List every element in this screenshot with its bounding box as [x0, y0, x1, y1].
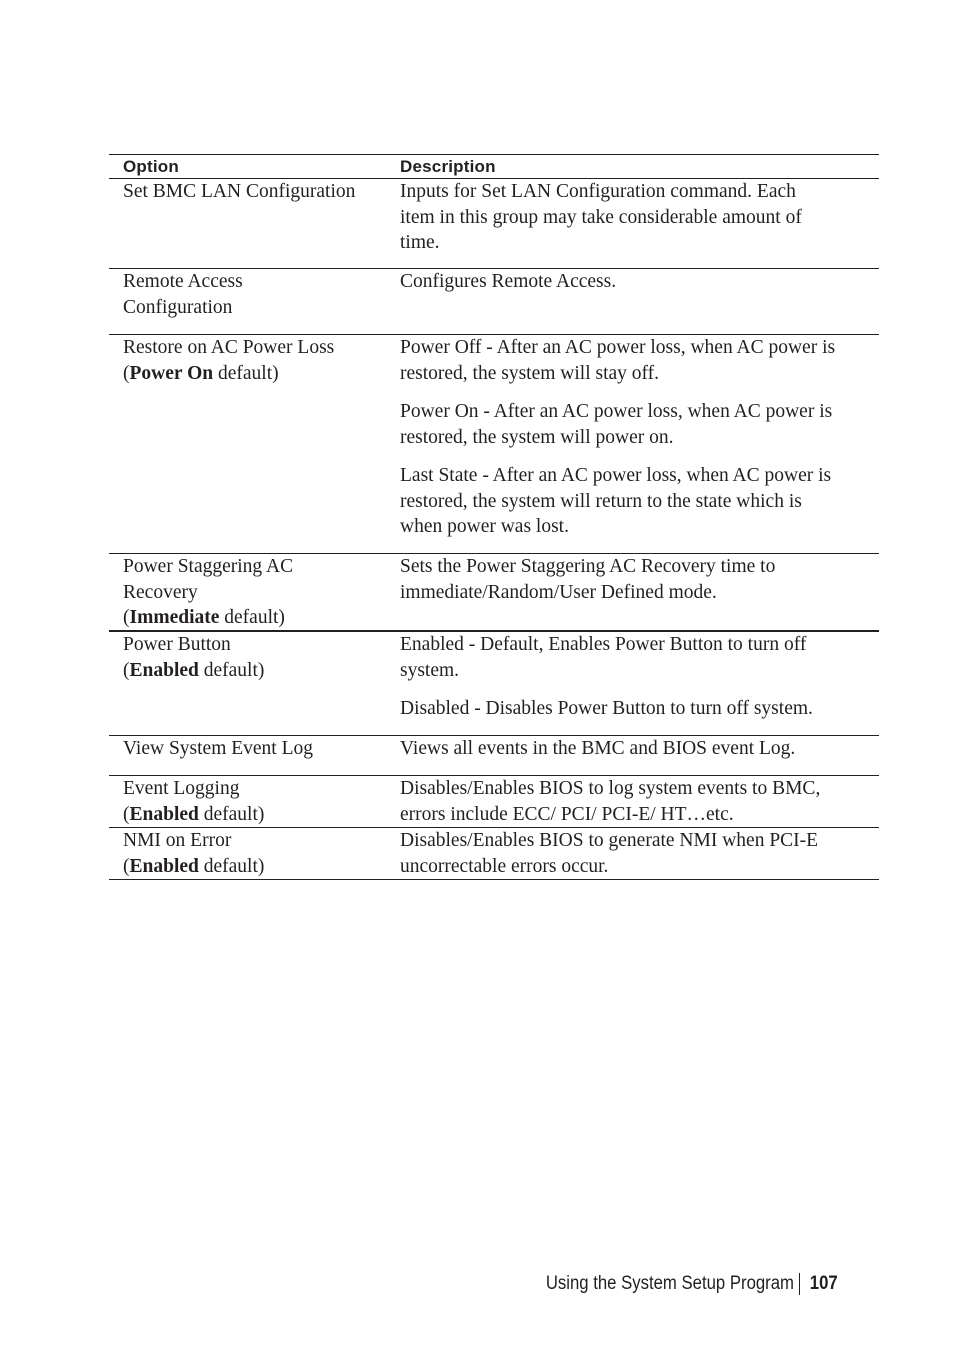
default-value: Power On [129, 362, 214, 384]
option-cell [109, 335, 386, 553]
description-line: Inputs for Set LAN Configuration command. Each [400, 181, 796, 202]
description-line: Last State - After an AC power loss, when AC power is [400, 465, 832, 486]
description-line: Enabled - Default, Enables Power Button to turn off [400, 634, 807, 655]
option-line: Remote Access [123, 271, 243, 292]
description-paragraph [400, 463, 879, 540]
description-line: system. [400, 659, 460, 681]
default-note: (Enabled default) [123, 855, 265, 877]
description-paragraph [400, 179, 879, 256]
option-cell [109, 632, 386, 735]
default-value: Enabled [129, 803, 199, 825]
option-line: Set BMC LAN Configuration [123, 181, 356, 202]
description-paragraph [400, 269, 879, 295]
description-cell [386, 179, 879, 268]
table-row [109, 736, 879, 776]
default-suffix: default) [219, 607, 285, 628]
description-line: errors include ECC/ PCI/ PCI-E/ HT…etc. [400, 803, 734, 825]
default-suffix: default) [198, 803, 265, 825]
description-line: Power Off - After an AC power loss, when AC power is [400, 337, 836, 358]
table-row [109, 632, 879, 736]
description-line: Sets the Power Staggering AC Recovery time to [400, 556, 776, 577]
page-number: 107 [810, 1273, 838, 1294]
table-row [109, 554, 879, 632]
footer-section-title: Using the System Setup Program [546, 1273, 795, 1294]
header-option: Option [123, 156, 179, 176]
default-value: Immediate [129, 607, 220, 628]
option-line: Power Staggering AC [123, 556, 294, 577]
default-note: (Enabled default) [123, 803, 265, 825]
option-cell [109, 554, 386, 630]
description-line: Views all events in the BMC and BIOS event Log. [400, 738, 796, 759]
description-cell [386, 736, 879, 775]
option-line: Recovery [123, 581, 198, 603]
option-cell [109, 776, 386, 827]
table-header [109, 154, 879, 179]
table-row [109, 335, 879, 554]
description-paragraph [400, 828, 879, 879]
description-line: Disabled - Disables Power Button to turn off system. [400, 698, 813, 719]
description-line: uncorrectable errors occur. [400, 855, 609, 877]
default-suffix: default) [198, 855, 265, 877]
default-note: (Immediate default) [123, 607, 285, 628]
description-paragraph [400, 399, 879, 450]
settings-table [109, 154, 879, 880]
description-cell [386, 269, 879, 334]
default-note: (Power On default) [123, 362, 279, 384]
description-line: Power On - After an AC power loss, when AC power is [400, 401, 833, 422]
description-line: Disables/Enables BIOS to log system events to BMC, [400, 778, 821, 799]
description-line: item in this group may take considerable amount of [400, 206, 802, 228]
description-line: restored, the system will power on. [400, 426, 674, 448]
table-row [109, 828, 879, 880]
header-description: Description [400, 156, 496, 176]
description-line: when power was lost. [400, 516, 569, 537]
table-row [109, 776, 879, 828]
footer-separator [799, 1273, 800, 1295]
description-cell [386, 335, 879, 553]
description-paragraph [400, 335, 879, 386]
description-line: time. [400, 232, 440, 253]
option-cell [109, 179, 386, 268]
default-note: (Enabled default) [123, 659, 265, 681]
default-value: Enabled [129, 659, 199, 681]
description-line: restored, the system will stay off. [400, 362, 660, 384]
description-cell [386, 554, 879, 630]
description-line: restored, the system will return to the state which is [400, 490, 802, 512]
description-cell [386, 776, 879, 827]
description-paragraph [400, 696, 879, 722]
default-value: Enabled [129, 855, 199, 877]
option-line: Restore on AC Power Loss [123, 337, 335, 358]
default-suffix: default) [198, 659, 265, 681]
option-line: View System Event Log [123, 738, 314, 759]
table-body [109, 179, 879, 880]
option-line: NMI on Error [123, 830, 232, 851]
option-cell [109, 736, 386, 775]
description-paragraph [400, 736, 879, 762]
description-line: immediate/Random/User Defined mode. [400, 581, 717, 603]
option-line: Event Logging [123, 778, 240, 799]
option-cell [109, 269, 386, 334]
description-line: Disables/Enables BIOS to generate NMI when PCI-E [400, 830, 819, 851]
description-cell [386, 828, 879, 879]
option-line: Configuration [123, 296, 233, 318]
description-line: Configures Remote Access. [400, 271, 617, 292]
option-cell [109, 828, 386, 879]
table-row [109, 179, 879, 269]
description-paragraph [400, 632, 879, 683]
default-suffix: default) [213, 362, 279, 384]
table-row [109, 269, 879, 335]
description-cell [386, 632, 879, 735]
description-paragraph [400, 554, 879, 605]
option-line: Power Button [123, 634, 231, 655]
description-paragraph [400, 776, 879, 827]
page-footer [512, 1271, 838, 1297]
